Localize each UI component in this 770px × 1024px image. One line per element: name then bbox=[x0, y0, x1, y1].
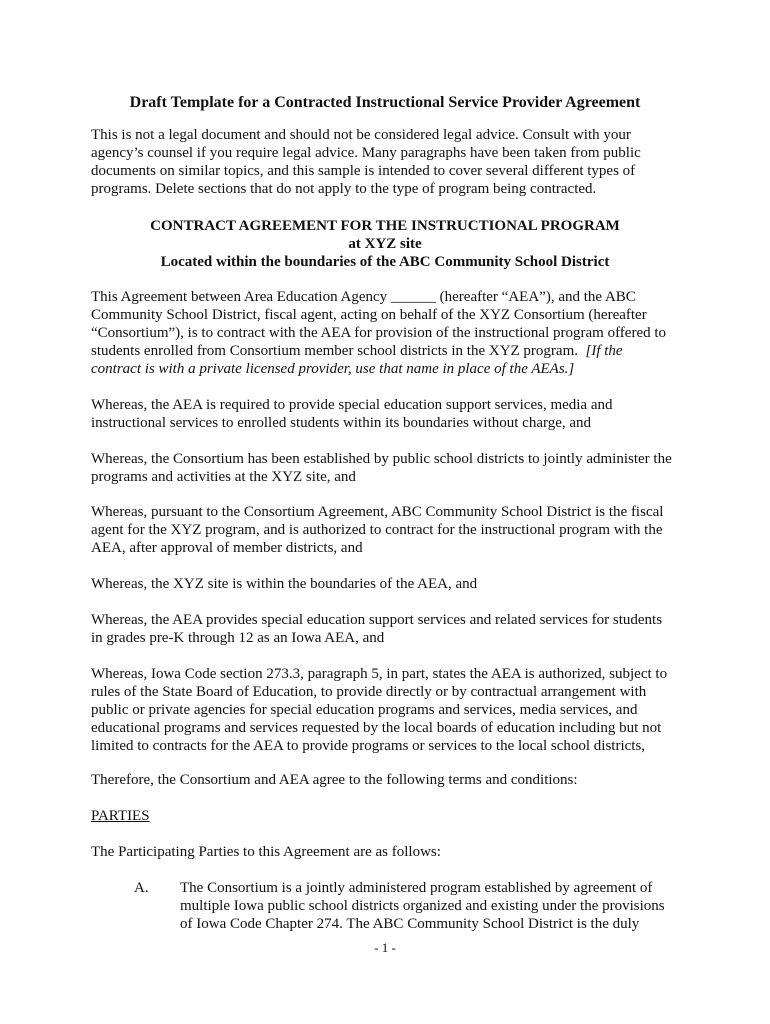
parties-heading: PARTIES bbox=[91, 808, 150, 824]
text-line: Whereas, the XYZ site is within the boundaries of the AEA, and bbox=[91, 576, 478, 592]
text-line bbox=[91, 342, 691, 360]
whereas-paragraph bbox=[91, 503, 691, 557]
parties-intro bbox=[91, 843, 691, 861]
italic-note: [If the bbox=[585, 343, 623, 359]
list-marker: A. bbox=[134, 880, 149, 896]
text-line: This is not a legal document and should not be considered legal advice. Consult with your bbox=[91, 127, 631, 143]
document-title: Draft Template for a Contracted Instructional Service Provider Agreement bbox=[129, 94, 641, 111]
text-line: Whereas, the AEA provides special education support services and related services for students bbox=[91, 612, 663, 628]
page-number: - 1 - bbox=[374, 940, 396, 955]
text-line: agent for the XYZ program, and is authorized to contract for the instructional program with the bbox=[91, 522, 663, 538]
whereas-paragraph bbox=[91, 575, 691, 593]
text-line: The Consortium is a jointly administered program established by agreement of bbox=[180, 880, 653, 896]
text-line: in grades pre-K through 12 as an Iowa AEA, and bbox=[91, 630, 385, 646]
text-line: of Iowa Code Chapter 274. The ABC Community School District is the duly bbox=[180, 916, 640, 932]
text-line: Community School District, fiscal agent, acting on behalf of the XYZ Consortium (hereafter bbox=[91, 307, 647, 323]
text-line: instructional services to enrolled students within its boundaries without charge, and bbox=[91, 415, 592, 431]
text-line: documents on similar topics, and this sample is intended to cover several different types of bbox=[91, 163, 636, 179]
text-line: This Agreement between Area Education Agency ______ (hereafter “AEA”), and the ABC bbox=[91, 289, 636, 305]
therefore-paragraph bbox=[91, 771, 691, 789]
text-line: educational programs and services requested by the local boards of education including but not bbox=[91, 720, 662, 736]
text-line: AEA, after approval of member districts, and bbox=[91, 540, 363, 556]
contract-heading-line: Located within the boundaries of the ABC Community School District bbox=[160, 254, 610, 270]
agreement-paragraph bbox=[91, 288, 691, 378]
text-line bbox=[91, 360, 691, 378]
whereas-paragraph bbox=[91, 450, 691, 486]
text-line: limited to contracts for the AEA to provide programs or services to the local school districts, bbox=[91, 738, 646, 754]
text-line: public or private agencies for special education programs and services, media services, and bbox=[91, 702, 638, 718]
text-line: Whereas, the Consortium has been established by public school districts to jointly administer the bbox=[91, 451, 672, 467]
whereas-paragraph bbox=[91, 665, 691, 755]
whereas-paragraph bbox=[91, 396, 691, 432]
text-line: programs. Delete sections that do not apply to the type of program being contracted. bbox=[91, 181, 597, 197]
text-line: multiple Iowa public school districts organized and existing under the provisions bbox=[180, 898, 665, 914]
whereas-paragraph bbox=[91, 611, 691, 647]
italic-note: contract is with a private licensed provider, use that name in place of the AEAs.] bbox=[91, 361, 575, 377]
contract-heading-line: CONTRACT AGREEMENT FOR THE INSTRUCTIONAL PROGRAM bbox=[150, 218, 620, 234]
text-line: The Participating Parties to this Agreement are as follows: bbox=[91, 844, 441, 860]
disclaimer-paragraph bbox=[91, 126, 691, 198]
text-line: Therefore, the Consortium and AEA agree to the following terms and conditions: bbox=[91, 772, 578, 788]
text-line: rules of the State Board of Education, to provide directly or by contractual arrangement with bbox=[91, 684, 647, 700]
text-line: agency’s counsel if you require legal advice. Many paragraphs have been taken from public bbox=[91, 145, 641, 161]
text-line: Whereas, the AEA is required to provide special education support services, media and bbox=[91, 397, 613, 413]
text-segment: students enrolled from Consortium member school districts in the XYZ program. bbox=[91, 343, 579, 359]
text-line: Whereas, pursuant to the Consortium Agreement, ABC Community School District is the fiscal bbox=[91, 504, 664, 520]
text-line: “Consortium”), is to contract with the AEA for provision of the instructional program offered to bbox=[91, 325, 667, 341]
text-line: Whereas, Iowa Code section 273.3, paragraph 5, in part, states the AEA is authorized, subject to bbox=[91, 666, 668, 682]
contract-heading-line: at XYZ site bbox=[348, 236, 422, 252]
contract-heading bbox=[0, 217, 770, 271]
text-line: programs and activities at the XYZ site, and bbox=[91, 469, 356, 485]
list-item bbox=[180, 879, 680, 933]
